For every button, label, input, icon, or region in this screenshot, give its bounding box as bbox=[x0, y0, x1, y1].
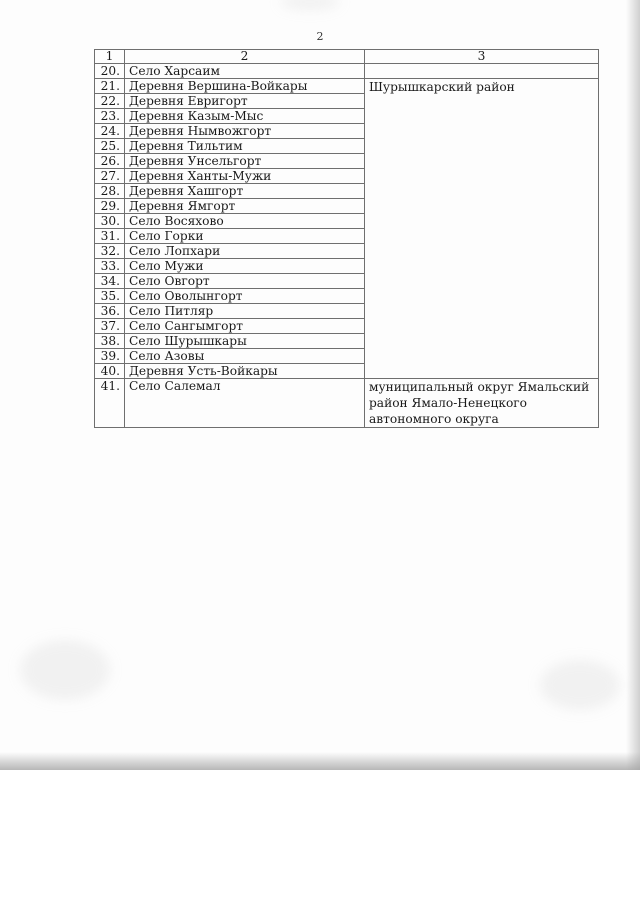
column-header-2: 2 bbox=[125, 50, 365, 64]
row-number: 30. bbox=[95, 214, 125, 229]
row-number: 29. bbox=[95, 199, 125, 214]
row-number: 31. bbox=[95, 229, 125, 244]
scan-smudge bbox=[540, 660, 620, 710]
row-number: 23. bbox=[95, 109, 125, 124]
row-number: 33. bbox=[95, 259, 125, 274]
row-number: 37. bbox=[95, 319, 125, 334]
district-shuryshkarsky: Шурышкарский район bbox=[365, 79, 599, 379]
row-number: 34. bbox=[95, 274, 125, 289]
settlements-table bbox=[94, 49, 599, 428]
settlement-name: Деревня Казым-Мыс bbox=[125, 109, 365, 124]
settlement-name: Деревня Евригорт bbox=[125, 94, 365, 109]
table-row bbox=[95, 64, 599, 79]
row-number: 38. bbox=[95, 334, 125, 349]
settlement-name: Деревня Нымвожгорт bbox=[125, 124, 365, 139]
settlement-name: Село Салемал bbox=[125, 379, 365, 428]
row-number: 28. bbox=[95, 184, 125, 199]
settlement-name: Село Азовы bbox=[125, 349, 365, 364]
row-number: 22. bbox=[95, 94, 125, 109]
settlement-name: Деревня Усть-Войкары bbox=[125, 364, 365, 379]
table-header-row bbox=[95, 50, 599, 64]
district-yamalsky: муниципальный округ Ямальский район Ямало-Ненецкого автономного округа bbox=[365, 379, 599, 428]
table-row bbox=[95, 379, 599, 428]
column-header-1: 1 bbox=[95, 50, 125, 64]
settlement-name: Деревня Тильтим bbox=[125, 139, 365, 154]
settlement-name: Деревня Вершина-Войкары bbox=[125, 79, 365, 94]
settlement-name: Село Сангымгорт bbox=[125, 319, 365, 334]
row-number: 27. bbox=[95, 169, 125, 184]
scan-edge-shadow bbox=[626, 0, 640, 770]
page-number: 2 bbox=[316, 30, 324, 43]
settlement-name: Село Овгорт bbox=[125, 274, 365, 289]
row-number: 26. bbox=[95, 154, 125, 169]
settlement-name: Село Восяхово bbox=[125, 214, 365, 229]
row-number: 35. bbox=[95, 289, 125, 304]
row-number: 24. bbox=[95, 124, 125, 139]
row-number: 20. bbox=[95, 64, 125, 79]
row-number: 21. bbox=[95, 79, 125, 94]
column-header-3: 3 bbox=[365, 50, 599, 64]
settlement-name: Деревня Ханты-Мужи bbox=[125, 169, 365, 184]
settlement-name: Село Лопхари bbox=[125, 244, 365, 259]
settlement-name: Деревня Хашгорт bbox=[125, 184, 365, 199]
settlement-name: Село Питляр bbox=[125, 304, 365, 319]
row-number: 32. bbox=[95, 244, 125, 259]
settlement-name: Село Харсаим bbox=[125, 64, 365, 79]
table-row bbox=[95, 79, 599, 94]
settlement-name: Село Горки bbox=[125, 229, 365, 244]
district-cell-empty bbox=[365, 64, 599, 79]
row-number: 40. bbox=[95, 364, 125, 379]
settlement-name: Село Мужи bbox=[125, 259, 365, 274]
settlement-name: Село Оволынгорт bbox=[125, 289, 365, 304]
scan-smudge bbox=[280, 0, 340, 10]
row-number: 39. bbox=[95, 349, 125, 364]
row-number: 41. bbox=[95, 379, 125, 428]
settlement-name: Деревня Унсельгорт bbox=[125, 154, 365, 169]
scan-smudge bbox=[20, 640, 110, 700]
settlement-name: Деревня Ямгорт bbox=[125, 199, 365, 214]
scan-edge-shadow bbox=[0, 752, 640, 770]
settlement-name: Село Шурышкары bbox=[125, 334, 365, 349]
row-number: 25. bbox=[95, 139, 125, 154]
row-number: 36. bbox=[95, 304, 125, 319]
